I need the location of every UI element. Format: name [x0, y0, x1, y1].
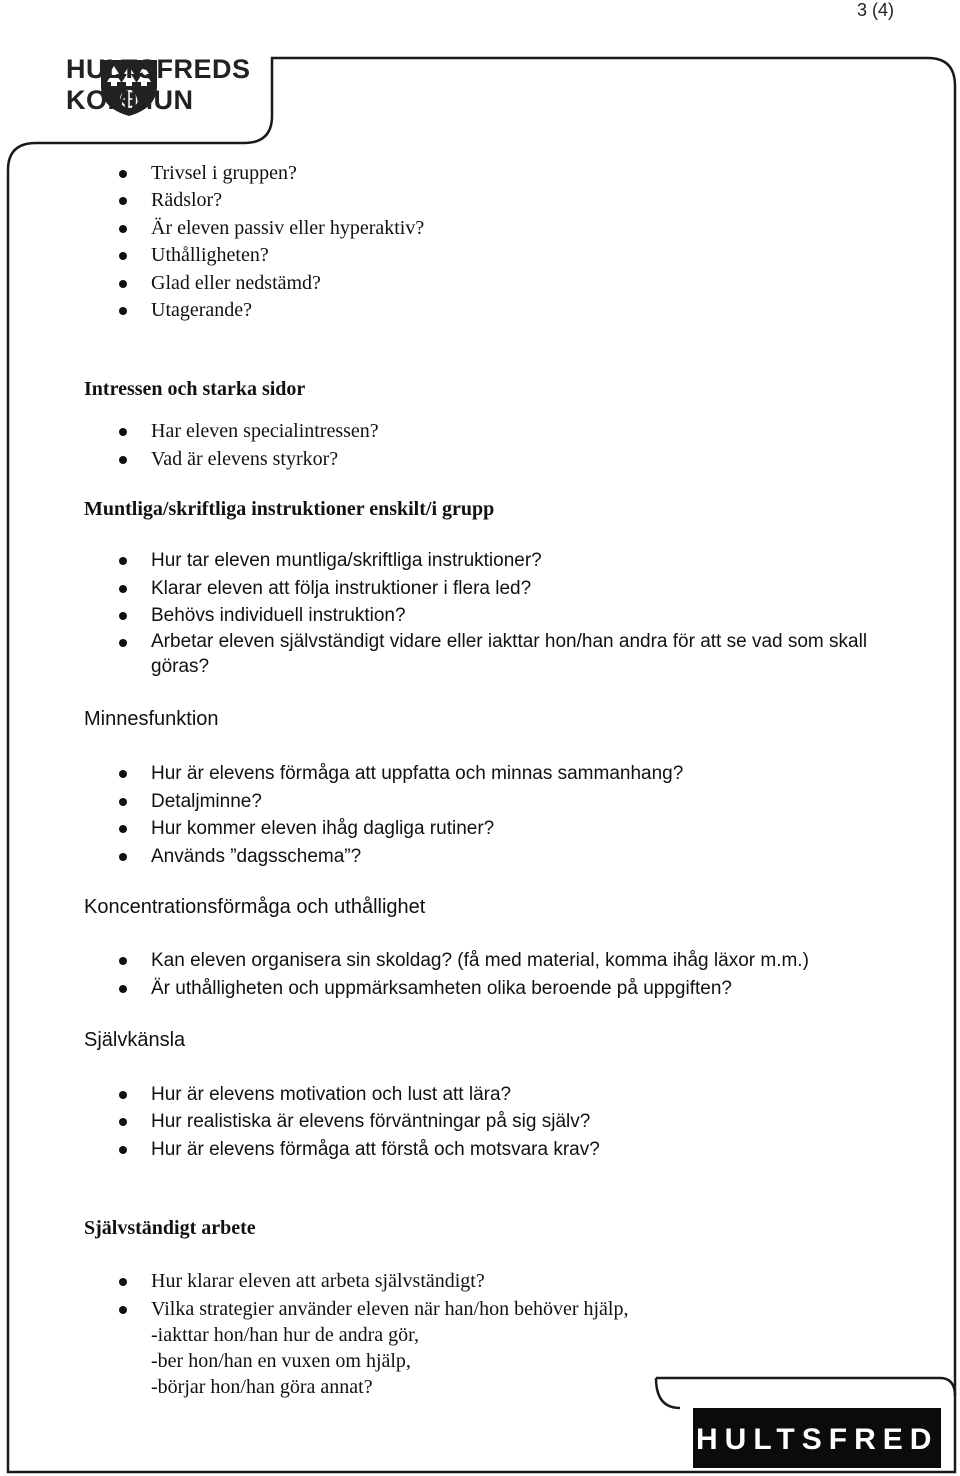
list-item: Hur realistiska är elevens förväntningar på sig själv?	[84, 1108, 904, 1135]
list-item: Klarar eleven att följa instruktioner i flera led?	[84, 575, 904, 602]
list-item: Hur är elevens förmåga att förstå och motsvara krav?	[84, 1136, 904, 1163]
list-item: Vad är elevens styrkor?	[84, 446, 904, 473]
item-line: -iakttar hon/han hur de andra gör,	[151, 1323, 419, 1346]
bullet-list-concentration	[84, 947, 904, 1002]
list-item: Uthålligheten?	[84, 242, 904, 269]
list-item: Är eleven passiv eller hyperaktiv?	[84, 215, 904, 242]
bullet-list-self-esteem	[84, 1081, 904, 1163]
footer-brand-logo	[693, 1408, 941, 1468]
list-item: Detaljminne?	[84, 788, 904, 815]
section-heading-self-esteem: Självkänsla	[84, 1028, 186, 1051]
list-item: Kan eleven organisera sin skoldag? (få med material, komma ihåg läxor m.m.)	[84, 947, 904, 974]
list-item: Trivsel i gruppen?	[84, 160, 904, 187]
list-item: Har eleven specialintressen?	[84, 418, 904, 445]
bullet-list-memory	[84, 760, 904, 870]
logo-line-1: HULTSFREDS	[66, 54, 251, 84]
list-item: Är uthålligheten och uppmärksamheten olika beroende på uppgiften?	[84, 975, 904, 1002]
item-line: -ber hon/han en vuxen om hjälp,	[151, 1349, 411, 1372]
section-heading-memory: Minnesfunktion	[84, 708, 219, 731]
item-line: -börjar hon/han göra annat?	[151, 1375, 373, 1398]
logo-line-2: KOMMUN	[66, 85, 194, 115]
section-heading-instructions: Muntliga/skriftliga instruktioner enskilt/i grupp	[84, 498, 495, 521]
list-item: Rädslor?	[84, 187, 904, 214]
bullet-list-general	[84, 160, 904, 324]
section-heading-interests: Intressen och starka sidor	[84, 378, 306, 401]
page-number: 3 (4)	[856, 0, 894, 20]
section-heading-independent-work: Självständigt arbete	[84, 1217, 256, 1240]
list-item: Används ”dagsschema”?	[84, 843, 904, 870]
list-item: Hur är elevens förmåga att uppfatta och minnas sammanhang?	[84, 760, 904, 787]
list-item: Arbetar eleven självständigt vidare eller iakttar hon/han andra för att se vad som skall göras?	[84, 629, 904, 679]
bullet-list-independent-work	[84, 1268, 904, 1399]
list-item: Hur kommer eleven ihåg dagliga rutiner?	[84, 815, 904, 842]
list-item: Hur är elevens motivation och lust att lära?	[84, 1081, 904, 1108]
list-item: Behövs individuell instruktion?	[84, 602, 904, 629]
list-item	[84, 1296, 904, 1400]
list-item: Hur klarar eleven att arbeta självständigt?	[84, 1268, 904, 1295]
section-heading-concentration: Koncentrationsförmåga och uthållighet	[84, 896, 426, 919]
footer-brand-text: HULTSFRED	[696, 1423, 939, 1456]
list-item: Hur tar eleven muntliga/skriftliga instruktioner?	[84, 547, 904, 574]
municipality-logo-text	[66, 54, 251, 116]
bullet-list-instructions	[84, 547, 904, 679]
list-item: Utagerande?	[84, 297, 904, 324]
list-item: Glad eller nedstämd?	[84, 270, 904, 297]
document-body	[84, 160, 904, 1400]
bullet-list-interests	[84, 418, 904, 473]
item-line: Vilka strategier använder eleven när han/hon behöver hjälp,	[151, 1297, 629, 1320]
